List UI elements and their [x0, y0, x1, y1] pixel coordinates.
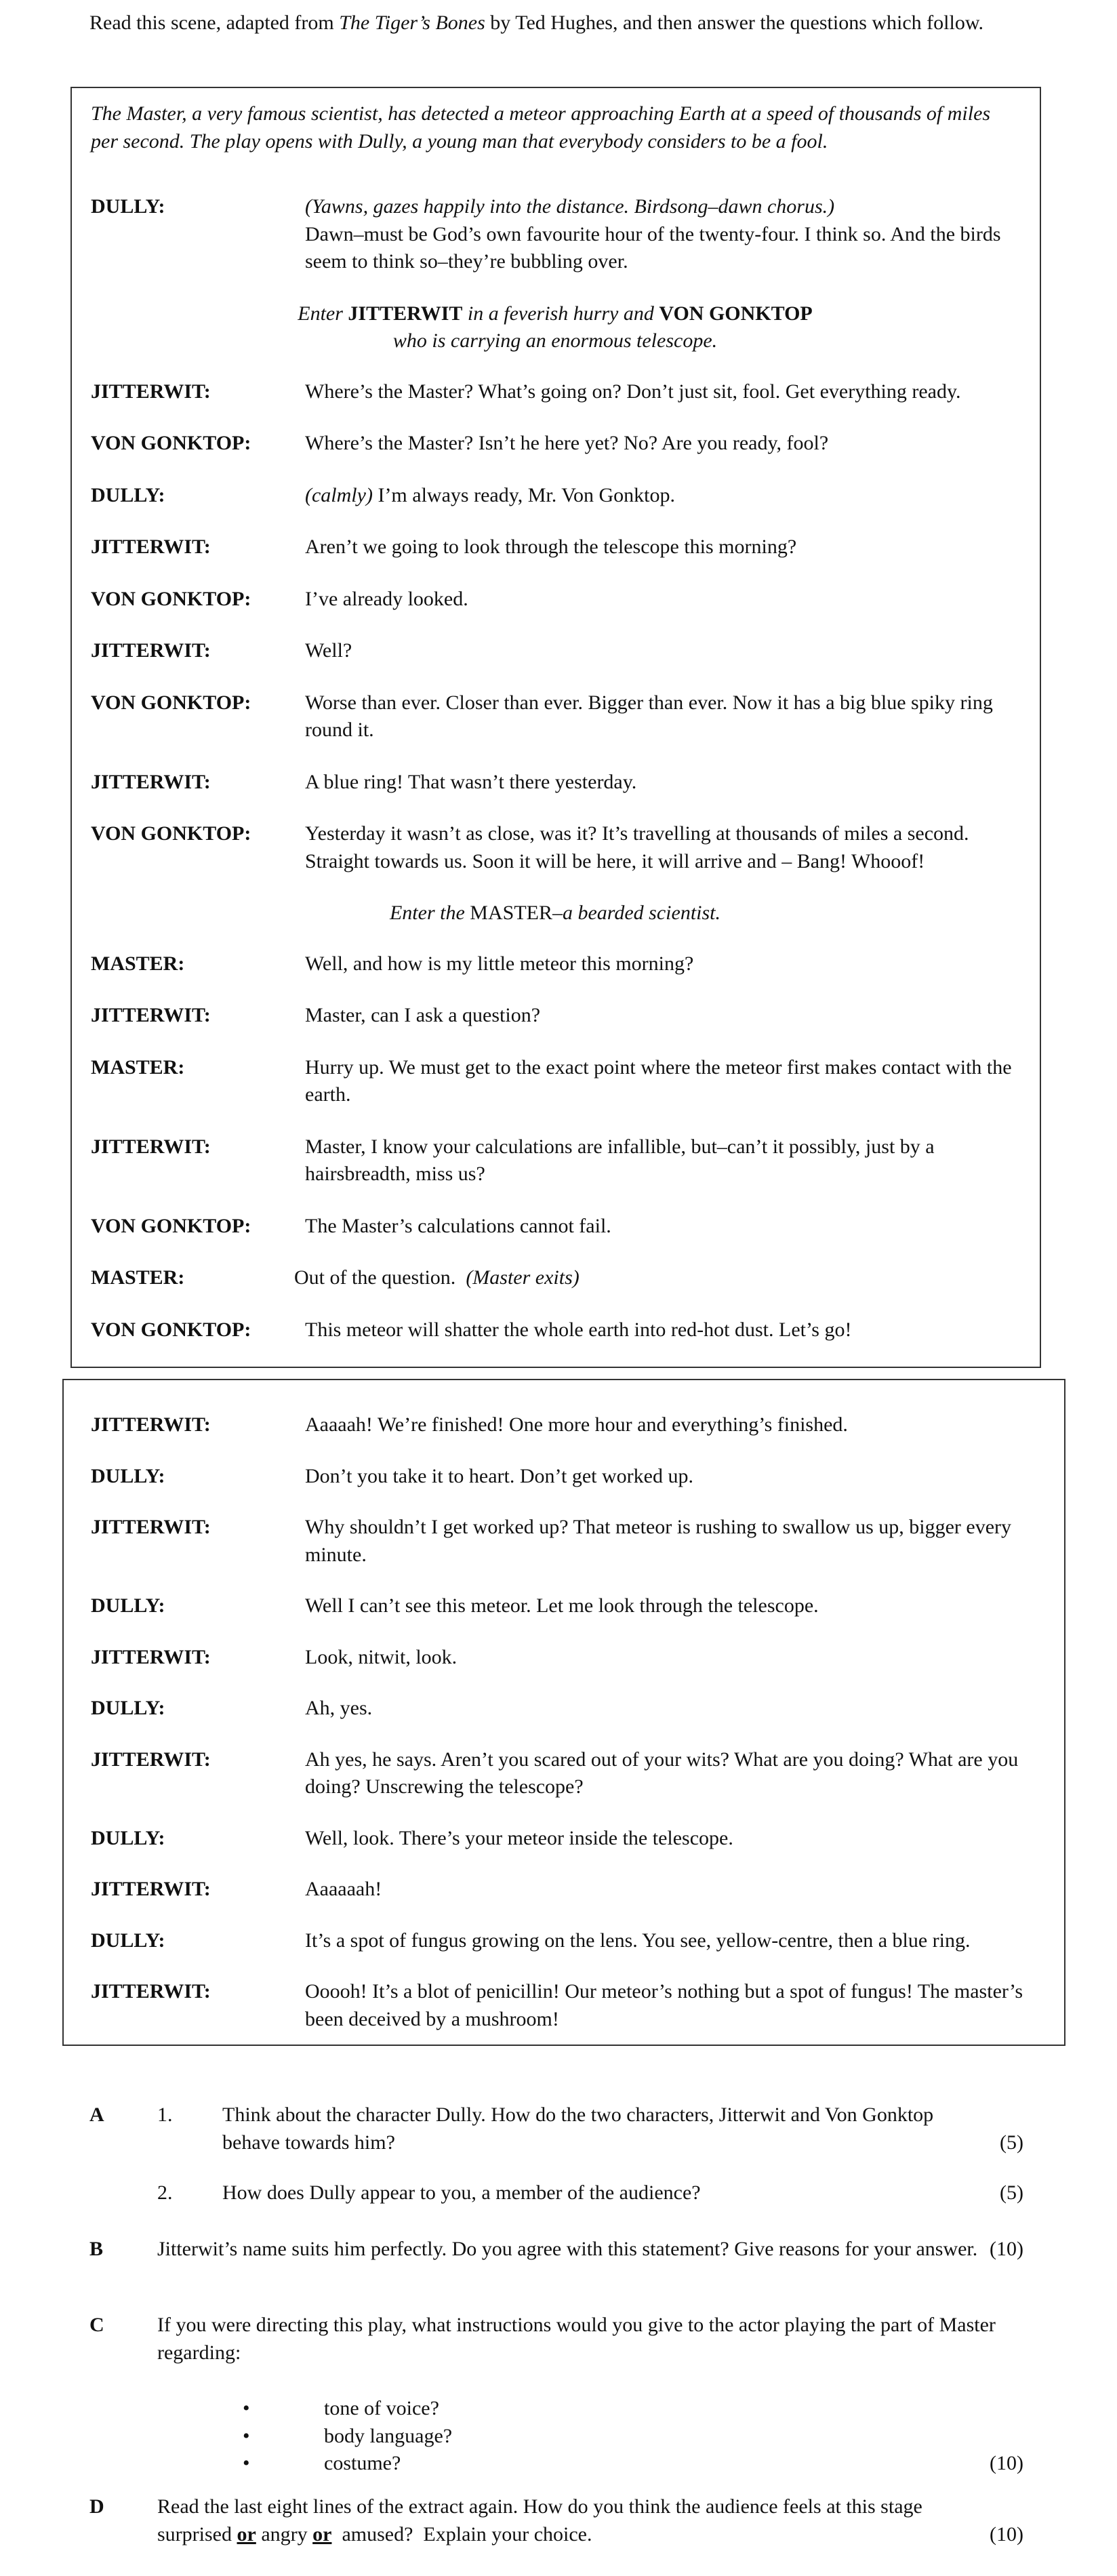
opening-stage-direction: The Master, a very famous scientist, has detected a meteor approaching Earth at a speed of thousands of miles per second. The play opens with Dully, a young man that everybody considers to be a fool.	[91, 102, 991, 153]
question-a-2	[89, 2179, 1038, 2207]
speech: Master, I know your calculations are infallible, but–can’t it possibly, just by a hairsbreadth, miss us?	[305, 1135, 935, 1185]
speaker: VON GONKTOP:	[91, 822, 251, 845]
question-marks: (10)	[990, 2522, 1023, 2545]
entrance-line-2: who is carrying an enormous telescope.	[392, 329, 718, 352]
enter-word: Enter	[298, 302, 343, 325]
question-number: 1.	[157, 2104, 173, 2126]
dialogue-line	[91, 1316, 1019, 1344]
question-letter: A	[89, 2104, 104, 2126]
dialogue-line	[91, 1876, 1044, 1904]
question-text-part: angry	[256, 2522, 313, 2545]
speech: The Master’s calculations cannot fail.	[305, 1214, 611, 1237]
speaker: JITTERWIT:	[91, 1980, 211, 2003]
speaker: MASTER:	[91, 1266, 185, 1289]
dialogue-line	[91, 1133, 1019, 1188]
speech: Where’s the Master? What’s going on? Don’t just sit, fool. Get everything ready.	[305, 380, 961, 403]
dialogue-line	[91, 1002, 1019, 1030]
bullet-text: tone of voice?	[324, 2397, 439, 2419]
question-text: Think about the character Dully. How do the two characters, Jitterwit and Von Gonktop behave towards him?	[222, 2104, 934, 2154]
stage-direction: (Master exits)	[466, 1266, 580, 1289]
entrance-mid: in a feverish hurry and	[467, 302, 654, 325]
speaker: JITTERWIT:	[91, 1878, 211, 1900]
character-name: VON GONKTOP	[659, 302, 813, 325]
dialogue-line	[91, 534, 1019, 561]
dialogue-line	[91, 482, 1019, 510]
question-letter: D	[89, 2495, 104, 2518]
speech: Don’t you take it to heart. Don’t get worked up.	[305, 1464, 693, 1487]
dialogue-line	[91, 1695, 1044, 1723]
speaker: DULLY:	[91, 195, 165, 218]
speech: Where’s the Master? Isn’t he here yet? No? Are you ready, fool?	[305, 432, 829, 454]
speaker: VON GONKTOP:	[91, 432, 251, 454]
speaker: JITTERWIT:	[91, 1413, 211, 1436]
speaker: JITTERWIT:	[91, 1004, 211, 1026]
speaker: MASTER:	[91, 952, 185, 975]
dialogue-line	[91, 1264, 1019, 1292]
speech: This meteor will shatter the whole earth into red-hot dust. Let’s go!	[305, 1318, 852, 1341]
speech: Well, and how is my little meteor this morning?	[305, 952, 694, 975]
speaker: DULLY:	[91, 1929, 165, 1952]
speech-text: I’m always ready, Mr. Von Gonktop.	[372, 483, 676, 506]
question-text-part: Read the last eight lines of the extract again. How do you think the audience feels at this stage surprised	[157, 2495, 922, 2545]
dialogue-line	[91, 193, 1019, 276]
question-marks: (10)	[990, 2452, 1023, 2474]
dialogue-line	[91, 378, 1019, 406]
speaker: DULLY:	[91, 1594, 165, 1617]
speech: Ah yes, he says. Aren’t you scared out of your wits? What are you doing? What are you doing? Unscrewing the telescope?	[305, 1748, 1019, 1798]
stage-direction: (calmly)	[305, 483, 373, 506]
speaker: JITTERWIT:	[91, 1516, 211, 1538]
speaker: JITTERWIT:	[91, 639, 211, 662]
speaker: JITTERWIT:	[91, 1748, 211, 1771]
speech-text: Dawn–must be God’s own favourite hour of the twenty-four. I think so. And the birds seem to think so–they’re bubbling over.	[305, 222, 1001, 273]
dialogue-line	[91, 820, 1019, 875]
extract-box-2	[62, 1379, 1065, 2046]
dialogue-line	[91, 1644, 1044, 1672]
entrance-rest: –a bearded scientist.	[552, 902, 720, 924]
speaker: DULLY:	[91, 1464, 165, 1487]
question-b-row	[89, 2236, 1038, 2263]
speaker: MASTER:	[91, 1055, 185, 1079]
speech	[305, 193, 1019, 276]
speaker: DULLY:	[91, 483, 165, 506]
extract-box-1	[70, 87, 1041, 1368]
speaker: JITTERWIT:	[91, 380, 211, 403]
speech: Look, nitwit, look.	[305, 1645, 458, 1668]
speaker: DULLY:	[91, 1826, 165, 1849]
speech: Why shouldn’t I get worked up? That meteor is rushing to swallow us up, bigger every minute.	[305, 1516, 1012, 1566]
speaker: VON GONKTOP:	[91, 1318, 251, 1341]
dialogue-line	[91, 950, 1019, 978]
speech: Well, look. There’s your meteor inside the telescope.	[305, 1826, 733, 1849]
speaker: DULLY:	[91, 1697, 165, 1719]
bullet-icon: •	[243, 2397, 250, 2419]
question-d	[89, 2493, 1038, 2548]
question-marks: (5)	[1000, 2131, 1023, 2154]
dialogue-line	[91, 1463, 1044, 1491]
character-name: JITTERWIT	[348, 302, 463, 325]
speech: Yesterday it wasn’t as close, was it? It’s travelling at thousands of miles a second. Straight towards us. Soon it will be here, it will arrive and – Bang! Whooof!	[305, 822, 969, 872]
question-letter-blank	[89, 2179, 157, 2207]
dialogue-line	[91, 1514, 1044, 1569]
speech	[305, 482, 1019, 510]
bullet-item	[89, 2395, 452, 2423]
speech: It’s a spot of fungus growing on the lens. You see, yellow-centre, then a blue ring.	[305, 1929, 971, 1952]
bullet-icon: •	[243, 2452, 250, 2474]
emphasis-or: or	[237, 2522, 256, 2545]
stage-direction: (Yawns, gazes happily into the distance. Birdsong–dawn chorus.)	[305, 195, 835, 218]
speech: Ooooh! It’s a blot of penicillin! Our meteor’s nothing but a spot of fungus! The master’s been deceived by a mushroom!	[305, 1980, 1023, 2030]
intro-paragraph	[89, 9, 1052, 37]
dialogue-line	[91, 769, 1019, 797]
question-text: Jitterwit’s name suits him perfectly. Do you agree with this statement? Give reasons for your answer.	[157, 2238, 978, 2260]
dialogue-line	[91, 1411, 1044, 1439]
dialogue-line	[91, 586, 1019, 613]
speaker: JITTERWIT:	[91, 536, 211, 558]
dialogue-line	[91, 1213, 1019, 1241]
entrance-direction	[91, 300, 1019, 355]
question-text-part: amused? Explain your choice.	[331, 2522, 592, 2545]
speech: Hurry up. We must get to the exact point where the meteor first makes contact with the earth.	[305, 1055, 1012, 1106]
bullet-item	[89, 2450, 452, 2478]
question-c-bullets-row	[89, 2395, 1038, 2478]
bullet-icon: •	[243, 2424, 250, 2447]
question-number: 2.	[157, 2181, 173, 2204]
question-a-1	[89, 2101, 1038, 2156]
speaker: JITTERWIT:	[91, 1135, 211, 1158]
speaker: VON GONKTOP:	[91, 691, 251, 714]
question-text: If you were directing this play, what instructions would you give to the actor playing the part of Master regarding:	[157, 2314, 996, 2364]
enter-word: Enter the	[389, 902, 465, 924]
question-text: How does Dully appear to you, a member of the audience?	[222, 2181, 701, 2204]
question-c-row	[89, 2312, 1038, 2367]
question-d-row	[89, 2493, 1038, 2548]
speech: I’ve already looked.	[305, 587, 468, 610]
speech: Worse than ever. Closer than ever. Bigger than ever. Now it has a big blue spiky ring round it.	[305, 691, 993, 741]
speech: Aaaaaah!	[305, 1878, 382, 1900]
speech: A blue ring! That wasn’t there yesterday.	[305, 770, 637, 793]
question-b	[89, 2236, 1038, 2263]
question-letter: C	[89, 2314, 104, 2336]
book-title: The Tiger’s Bones	[339, 12, 485, 34]
question-letter: B	[89, 2238, 104, 2260]
intro-text: Read this scene, adapted from	[89, 12, 340, 34]
speaker: JITTERWIT:	[91, 1645, 211, 1668]
speech: Well I can’t see this meteor. Let me look through the telescope.	[305, 1594, 819, 1617]
bullet-text: costume?	[324, 2452, 401, 2474]
bullet-text: body language?	[324, 2424, 453, 2447]
dialogue-line	[91, 1054, 1019, 1109]
dialogue-line	[91, 1746, 1044, 1801]
speaker: VON GONKTOP:	[91, 587, 251, 610]
emphasis-or: or	[312, 2522, 332, 2545]
dialogue-line	[91, 1825, 1044, 1853]
question-c-bullets	[89, 2395, 452, 2478]
speech: Master, can I ask a question?	[305, 1004, 541, 1026]
dialogue-line	[91, 1592, 1044, 1620]
question-a	[89, 2101, 1038, 2207]
speaker: VON GONKTOP:	[91, 1214, 251, 1237]
speech: Well?	[305, 639, 352, 662]
dialogue-line	[91, 637, 1019, 665]
question-marks: (10)	[990, 2238, 1023, 2260]
speech: Aaaaah! We’re finished! One more hour and everything’s finished.	[305, 1413, 848, 1436]
intro-text-end: by Ted Hughes, and then answer the questions which follow.	[485, 12, 984, 34]
question-text	[157, 2493, 1038, 2548]
speech: Aren’t we going to look through the telescope this morning?	[305, 536, 797, 558]
character-name: MASTER	[470, 902, 552, 924]
dialogue-line	[91, 1978, 1044, 2033]
speech-text: Out of the question.	[294, 1266, 466, 1289]
question-c	[89, 2312, 1038, 2478]
master-entrance-direction	[91, 900, 1019, 927]
speaker: JITTERWIT:	[91, 770, 211, 793]
speech: Ah, yes.	[305, 1697, 373, 1719]
bullet-item	[89, 2423, 452, 2451]
dialogue-line	[91, 1927, 1044, 1955]
dialogue-line	[91, 689, 1019, 744]
speech	[294, 1264, 1019, 1292]
dialogue-line	[91, 430, 1019, 458]
question-marks: (5)	[1000, 2181, 1023, 2204]
